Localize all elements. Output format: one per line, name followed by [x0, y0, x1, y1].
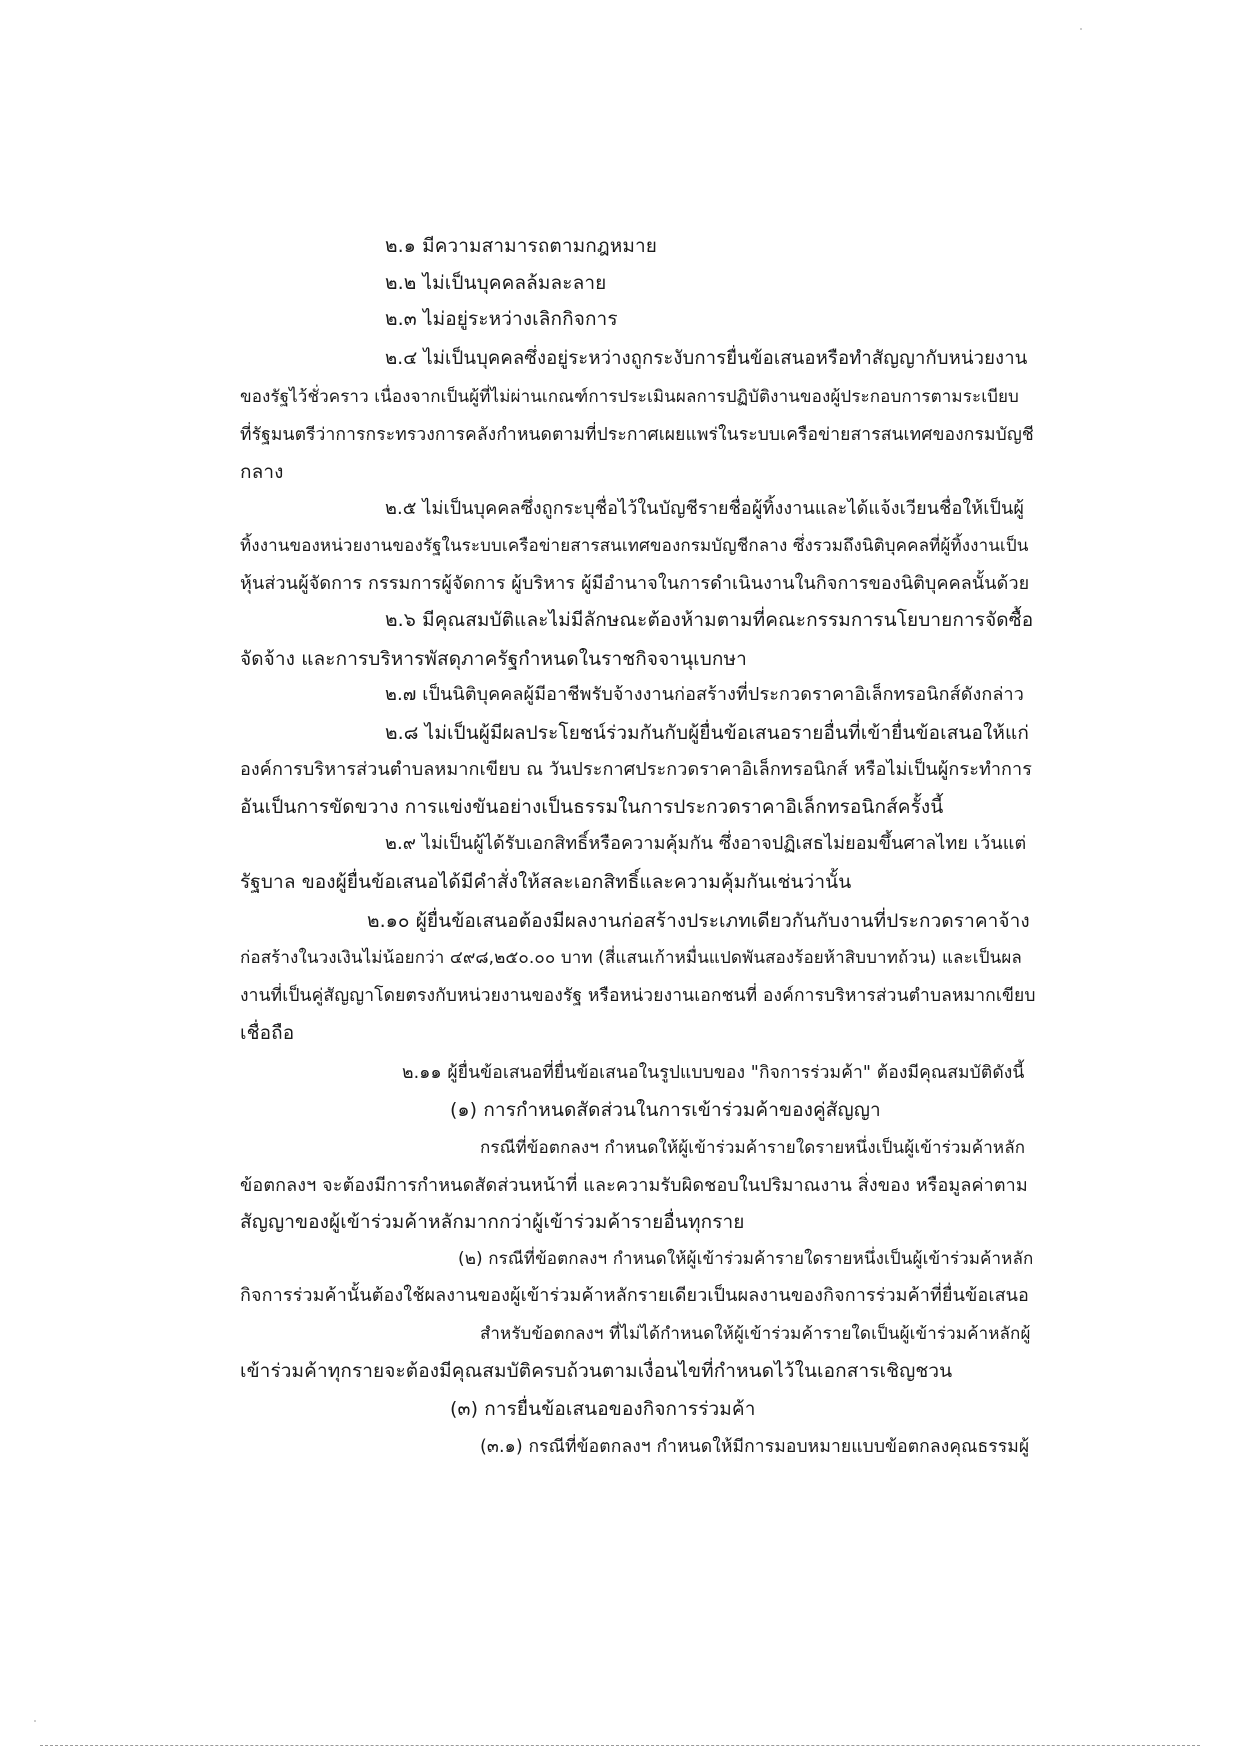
clause-2-7: ๒.๗ เป็นนิติบุคคลผู้มีอาชีพรับจ้างงานก่อสร้างที่ประกวดราคาอิเล็กทรอนิกส์ดังกล่าว — [385, 684, 1024, 705]
clause-2-11-item-1: (๑) การกำหนดสัดส่วนในการเข้าร่วมค้าของคู่สัญญา — [450, 1099, 881, 1121]
clause-2-11-item-2: (๒) กรณีที่ข้อตกลงฯ กำหนดให้ผู้เข้าร่วมค้ารายใดรายหนึ่งเป็นผู้เข้าร่วมค้าหลัก — [458, 1249, 1034, 1269]
clause-2-11-item-1-cont: ข้อตกลงฯ จะต้องมีการกำหนดสัดส่วนหน้าที่ และความรับผิดชอบในปริมาณงาน สิ่งของ หรือมูลค่าตาม — [240, 1175, 1028, 1196]
scan-speck — [1080, 28, 1082, 30]
clause-2-9: ๒.๙ ไม่เป็นผู้ได้รับเอกสิทธิ์หรือความคุ้มกัน ซึ่งอาจปฏิเสธไม่ยอมขึ้นศาลไทย เว้นแต่ — [385, 833, 1027, 854]
clause-2-8-cont: อันเป็นการขัดขวาง การแข่งขันอย่างเป็นธรรมในการประกวดราคาอิเล็กทรอนิกส์ครั้งนี้ — [240, 796, 944, 818]
clause-2-3: ๒.๓ ไม่อยู่ระหว่างเลิกกิจการ — [385, 308, 618, 330]
clause-2-11-item-1-text: กรณีที่ข้อตกลงฯ กำหนดให้ผู้เข้าร่วมค้ารายใดรายหนึ่งเป็นผู้เข้าร่วมค้าหลัก — [480, 1138, 1026, 1158]
clause-2-10-cont: ก่อสร้างในวงเงินไม่น้อยกว่า ๔๙๘,๒๕๐.๐๐ บาท (สี่แสนเก้าหมื่นแปดพันสองร้อยห้าสิบบาทถ้วน) และเป็นผล — [240, 948, 1022, 968]
clause-2-8-cont: องค์การบริหารส่วนตำบลหมากเขียบ ณ วันประกาศประกวดราคาอิเล็กทรอนิกส์ หรือไม่เป็นผู้กระทำการ — [240, 759, 1033, 780]
clause-2-5-cont: ทิ้งงานของหน่วยงานของรัฐในระบบเครือข่ายสารสนเทศของกรมบัญชีกลาง ซึ่งรวมถึงนิติบุคคลที่ผู้ทิ้งงานเป็น — [240, 536, 1029, 556]
clause-2-4-cont: ของรัฐไว้ชั่วคราว เนื่องจากเป็นผู้ที่ไม่ผ่านเกณฑ์การประเมินผลการปฏิบัติงานของผู้ประกอบการตามระเบียบ — [240, 387, 1019, 407]
clause-2-11-item-2-cont: เข้าร่วมค้าทุกรายจะต้องมีคุณสมบัติครบถ้วนตามเงื่อนไขที่กำหนดไว้ในเอกสารเชิญชวน — [240, 1360, 953, 1382]
clause-2-5: ๒.๕ ไม่เป็นบุคคลซึ่งถูกระบุชื่อไว้ในบัญชีรายชื่อผู้ทิ้งงานและได้แจ้งเวียนชื่อให้เป็นผู้ — [385, 498, 1025, 519]
clause-2-11-item-3: (๓) การยื่นข้อเสนอของกิจการร่วมค้า — [450, 1398, 756, 1420]
clause-2-10-cont: เชื่อถือ — [240, 1022, 295, 1044]
clause-2-10: ๒.๑๐ ผู้ยื่นข้อเสนอต้องมีผลงานก่อสร้างประเภทเดียวกันกับงานที่ประกวดราคาจ้าง — [367, 910, 1030, 932]
clause-2-4-cont: ที่รัฐมนตรีว่าการกระทรวงการคลังกำหนดตามที่ประกาศเผยแพร่ในระบบเครือข่ายสารสนเทศของกรมบัญชี — [240, 425, 1034, 445]
clause-2-6: ๒.๖ มีคุณสมบัติและไม่มีลักษณะต้องห้ามตามที่คณะกรรมการนโยบายการจัดซื้อ — [385, 609, 1034, 631]
clause-2-2: ๒.๒ ไม่เป็นบุคคลล้มละลาย — [385, 272, 607, 294]
clause-2-11-item-3-1: (๓.๑) กรณีที่ข้อตกลงฯ กำหนดให้มีการมอบหมายแบบข้อตกลงคุณธรรมผู้ — [480, 1437, 1030, 1457]
clause-2-11-item-1-cont: สัญญาของผู้เข้าร่วมค้าหลักมากกว่าผู้เข้าร่วมค้ารายอื่นทุกราย — [240, 1211, 745, 1233]
clause-2-4: ๒.๔ ไม่เป็นบุคคลซึ่งอยู่ระหว่างถูกระงับการยื่นข้อเสนอหรือทำสัญญากับหน่วยงาน — [385, 348, 1028, 369]
scan-edge-line — [40, 1745, 1200, 1746]
clause-2-11: ๒.๑๑ ผู้ยื่นข้อเสนอที่ยื่นข้อเสนอในรูปแบบของ "กิจการร่วมค้า" ต้องมีคุณสมบัติดังนี้ — [402, 1063, 1025, 1083]
clause-2-4-cont: กลาง — [240, 461, 284, 483]
clause-2-11-item-2-cont: กิจการร่วมค้านั้นต้องใช้ผลงานของผู้เข้าร่วมค้าหลักรายเดียวเป็นผลงานของกิจการร่วมค้าที่ยื่นข้อเสนอ — [240, 1285, 1029, 1306]
clause-2-6-cont: จัดจ้าง และการบริหารพัสดุภาครัฐกำหนดในราชกิจจานุเบกษา — [240, 648, 747, 670]
clause-2-11-item-2-text: สำหรับข้อตกลงฯ ที่ไม่ได้กำหนดให้ผู้เข้าร่วมค้ารายใดเป็นผู้เข้าร่วมค้าหลักผู้ — [480, 1324, 1031, 1344]
clause-2-10-cont: งานที่เป็นคู่สัญญาโดยตรงกับหน่วยงานของรัฐ หรือหน่วยงานเอกชนที่ องค์การบริหารส่วนตำบลหมากเขียบ — [240, 986, 1036, 1006]
clause-2-1: ๒.๑ มีความสามารถตามกฎหมาย — [385, 235, 657, 257]
clause-2-9-cont: รัฐบาล ของผู้ยื่นข้อเสนอได้มีคำสั่งให้สละเอกสิทธิ์และความคุ้มกันเช่นว่านั้น — [240, 871, 852, 893]
scan-speck — [34, 1720, 36, 1722]
clause-2-5-cont: หุ้นส่วนผู้จัดการ กรรมการผู้จัดการ ผู้บริหาร ผู้มีอำนาจในการดำเนินงานในกิจการของนิติบุคคลนั้นด้วย — [240, 573, 1030, 594]
clause-2-8: ๒.๘ ไม่เป็นผู้มีผลประโยชน์ร่วมกันกับผู้ยื่นข้อเสนอรายอื่นที่เข้ายื่นข้อเสนอให้แก่ — [385, 722, 1029, 744]
